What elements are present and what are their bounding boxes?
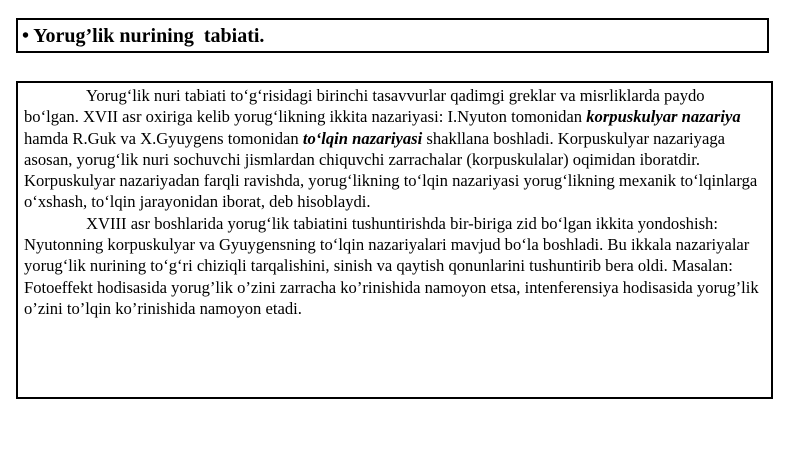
term-wave-theory: to‘lqin nazariyasi (302, 128, 423, 148)
paragraph-1-text-c: shakllana boshladi. Korpuskulyar nazariyaga asosan, yorug‘lik nuri sochuvchi jismlardan chiquvchi zarrachalar (korpuskulalar) oqimidan iboratdir. Korpuskulyar nazariyadan farqli ravishda, yorug‘likning to‘lqin nazariyasi yorug‘likning mexanik to‘lqinlarga o‘xshash, to‘lqin jarayonidan iborat, deb hisoblaydi. (24, 128, 758, 212)
paragraph-1-text-b: hamda R.Guk va X.Gyuygens tomonidan (24, 128, 303, 148)
paragraph-2: XVIII asr boshlarida yorug‘lik tabiatini tushuntirishda bir-biriga zid bo‘lgan ikkita yondoshish: Nyutonning korpuskulyar va Gyuygensning to‘lqin nazariyalari mavjud bo‘la boshladi. Bu ikkala nazariyalar yorug‘lik nurining to‘g‘ri chiziqli tarqalishini, sinish va qaytish qonunlarini tushuntirib bera oldi. Masalan: Fotoeffekt hodisasida yorug’lik o’zini zarracha ko’rinishida namoyon etsa, intenferensiya hodisasida yorug’lik o’zini to’lqin ko’rinishida namoyon etadi. (24, 213, 759, 318)
paragraph-1-text-a: Yorug‘lik nuri tabiati to‘g‘risidagi birinchi tasavvurlar qadimgi greklar va misrliklarda paydo bo‘lgan. XVII asr oxiriga kelib yorug‘likning ikkita nazariyasi: I.Nyuton tomonidan (24, 86, 705, 127)
slide-title: • Yorug’lik nurining tabiati. (22, 24, 265, 47)
paragraph-1 (24, 85, 763, 213)
term-corpuscular-theory: korpuskulyar nazariya (586, 107, 741, 127)
content-box (16, 81, 773, 399)
title-box (16, 18, 769, 53)
